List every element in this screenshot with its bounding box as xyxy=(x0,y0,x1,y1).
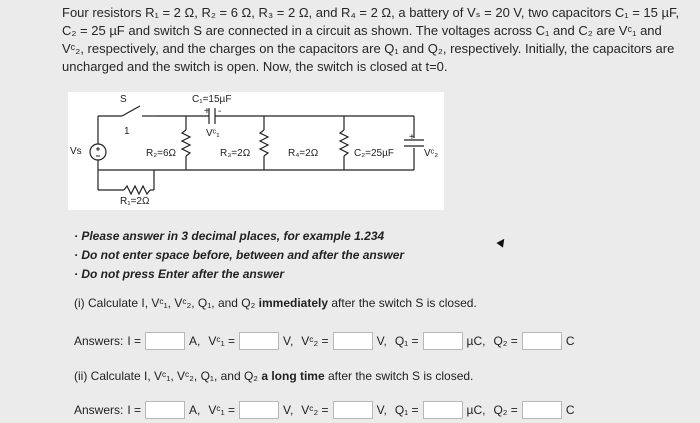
vc1-input[interactable] xyxy=(239,401,279,419)
vc2-label: Vᶜ₂ xyxy=(424,148,439,159)
problem-line-2: C₂ = 25 µF and switch S are connected in a circuit as shown. The voltages across C₁ and C₂ are Vᶜ₁ and xyxy=(62,23,662,38)
current-input[interactable] xyxy=(145,332,185,350)
question-1 xyxy=(74,296,477,310)
r3-label: R₃=2Ω xyxy=(220,148,251,159)
r4-label: R₄=2Ω xyxy=(288,148,319,159)
c2-plus: + xyxy=(409,132,415,143)
volt-unit: V, xyxy=(283,403,294,417)
answers-row-1 xyxy=(74,330,582,352)
volt-unit: V, xyxy=(376,334,387,348)
c1-minus: - xyxy=(218,106,222,117)
vc2-input[interactable] xyxy=(333,332,373,350)
q1-input[interactable] xyxy=(423,401,463,419)
instruction-item: · Do not enter space before, between and after the answer xyxy=(74,248,405,262)
c2-label: C₂=25µF xyxy=(354,148,394,159)
volt-unit: V, xyxy=(376,403,387,417)
question-2-prefix: (ii) Calculate I, Vᶜ₁, Vᶜ₂, Q₁, and Q₂ xyxy=(74,369,262,383)
amp-unit: A, xyxy=(189,403,201,417)
circuit-diagram xyxy=(68,92,444,210)
problem-line-3: Vᶜ₂, respectively, and the charges on the capacitors are Q₁ and Q₂, respectively. Initially, the capacitors are xyxy=(62,41,675,56)
switch-label: S xyxy=(120,94,127,105)
amp-unit: A, xyxy=(189,334,201,348)
r1-label: R₁=2Ω xyxy=(120,196,150,207)
question-1-prefix: (i) Calculate I, Vᶜ₁, Vᶜ₂, Q₁, and Q₂ xyxy=(74,296,259,310)
q1-answer-label: Q₁ = xyxy=(394,334,419,348)
mouse-cursor-icon xyxy=(496,236,507,247)
instruction-item: · Please answer in 3 decimal places, for example 1.234 xyxy=(74,229,385,243)
vc2-answer-label: Vᶜ₂ = xyxy=(301,334,329,348)
question-1-suffix: after the switch S is closed. xyxy=(328,296,477,310)
c1-label: C₁=15µF xyxy=(192,94,232,105)
q1-input[interactable] xyxy=(423,332,463,350)
vc2-input[interactable] xyxy=(333,401,373,419)
microcoulomb-unit: µC, xyxy=(466,403,486,417)
switch-terminal-label: 1 xyxy=(124,126,130,137)
current-label: I = xyxy=(127,403,142,417)
volt-unit: V, xyxy=(283,334,294,348)
current-input[interactable] xyxy=(145,401,185,419)
problem-line-4: uncharged and the switch is open. Now, the switch is closed at t=0. xyxy=(62,59,448,74)
instruction-item: · Do not press Enter after the answer xyxy=(74,267,285,281)
vs-label: Vs xyxy=(70,146,82,157)
question-2 xyxy=(74,369,473,383)
vc2-answer-label: Vᶜ₂ = xyxy=(301,403,329,417)
problem-statement xyxy=(62,4,690,76)
q2-input[interactable] xyxy=(522,401,562,419)
c1-plus: + xyxy=(204,106,210,117)
question-2-emphasis: a long time xyxy=(261,369,325,383)
instructions-list xyxy=(74,227,404,284)
current-label: I = xyxy=(127,334,142,348)
coulomb-unit: C xyxy=(565,403,575,417)
answers-label: Answers: xyxy=(74,334,124,348)
vc1-input[interactable] xyxy=(239,332,279,350)
coulomb-unit: C xyxy=(565,334,575,348)
microcoulomb-unit: µC, xyxy=(466,334,486,348)
problem-line-1: Four resistors R₁ = 2 Ω, R₂ = 6 Ω, R₃ = 2 Ω, and R₄ = 2 Ω, a battery of Vₛ = 20 V, two capacitors C₁ = 15 µF, xyxy=(62,5,680,20)
q2-answer-label: Q₂ = xyxy=(493,334,518,348)
answers-row-2 xyxy=(74,399,582,421)
question-1-emphasis: immediately xyxy=(258,296,329,310)
r2-label: R₂=6Ω xyxy=(146,148,176,159)
vc1-label: Vᶜ₁ xyxy=(206,128,220,139)
q2-answer-label: Q₂ = xyxy=(493,403,518,417)
answers-label: Answers: xyxy=(74,403,124,417)
q1-answer-label: Q₁ = xyxy=(394,403,419,417)
vc1-answer-label: Vᶜ₁ = xyxy=(208,334,236,348)
q2-input[interactable] xyxy=(522,332,562,350)
question-2-suffix: after the switch S is closed. xyxy=(324,369,474,383)
vc1-answer-label: Vᶜ₁ = xyxy=(208,403,236,417)
